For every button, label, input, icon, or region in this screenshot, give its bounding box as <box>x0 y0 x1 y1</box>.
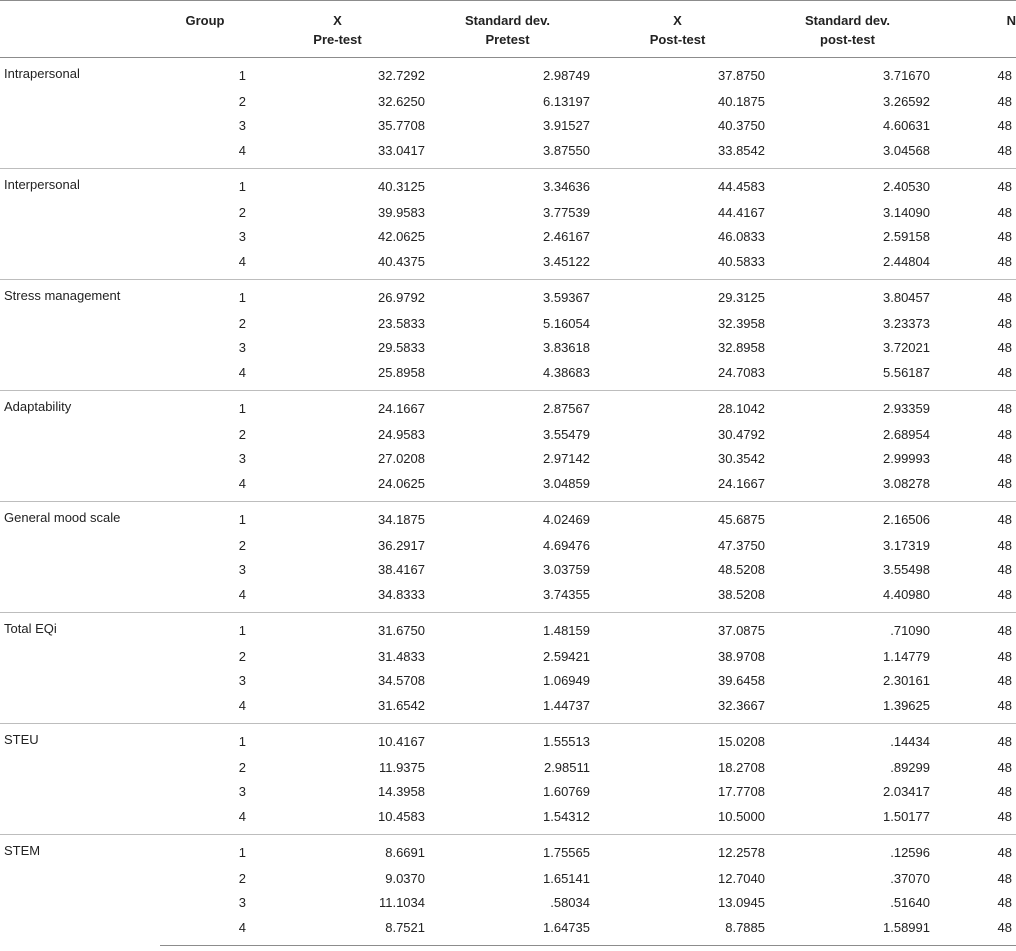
cell-x-posttest: 40.3750 <box>718 117 765 133</box>
cell-group: 1 <box>160 280 250 312</box>
cell-sd-pretest: 1.48159 <box>425 613 590 645</box>
cell-group: 2 <box>238 870 246 886</box>
cell-n: 48 <box>997 204 1012 220</box>
cell-n: 48 <box>997 117 1012 133</box>
table-row <box>0 502 1016 534</box>
cell-x-posttest: 33.8542 <box>718 143 765 158</box>
table-section <box>0 58 1016 169</box>
cell-sd-posttest: 3.17319 <box>883 537 930 553</box>
cell-x-pretest: 23.5833 <box>378 315 425 331</box>
section-label: Interpersonal <box>0 169 160 280</box>
cell-x-pretest: 8.7521 <box>250 914 425 946</box>
cell-x-posttest: 30.4792 <box>718 426 765 442</box>
cell-group: 3 <box>238 561 246 577</box>
cell-group: 4 <box>238 254 246 269</box>
cell-sd-posttest: 3.04568 <box>883 143 930 158</box>
cell-group: 4 <box>238 365 246 380</box>
cell-n: 48 <box>997 365 1012 380</box>
header-sd-pretest-line2: Pretest <box>485 32 530 47</box>
cell-n: 48 <box>997 648 1012 664</box>
cell-group: 2 <box>238 426 246 442</box>
section-label: STEM <box>0 835 160 946</box>
table-row <box>0 724 1016 756</box>
cell-sd-posttest: 2.30161 <box>883 672 930 688</box>
cell-n: 48 <box>997 759 1012 775</box>
cell-group: 3 <box>238 894 246 910</box>
cell-sd-posttest: 3.14090 <box>883 204 930 220</box>
cell-sd-pretest: 3.03759 <box>543 561 590 577</box>
cell-group: 1 <box>160 724 250 756</box>
cell-n: 48 <box>930 613 1016 645</box>
cell-sd-posttest: .71090 <box>765 613 930 645</box>
section-label: Stress management <box>0 280 160 391</box>
cell-group: 3 <box>238 228 246 244</box>
section-label: STEU <box>0 724 160 835</box>
table-section <box>0 613 1016 724</box>
cell-x-pretest: 39.9583 <box>378 204 425 220</box>
cell-n: 48 <box>997 339 1012 355</box>
cell-n: 48 <box>997 426 1012 442</box>
cell-sd-posttest: 4.60631 <box>883 117 930 133</box>
cell-n: 48 <box>930 391 1016 423</box>
table-header <box>0 1 1016 58</box>
cell-x-posttest: 10.5000 <box>718 809 765 824</box>
cell-sd-posttest: 3.55498 <box>883 561 930 577</box>
cell-sd-pretest: 1.06949 <box>543 672 590 688</box>
cell-group: 2 <box>238 759 246 775</box>
cell-x-pretest: 34.5708 <box>378 672 425 688</box>
cell-x-posttest: 24.7083 <box>718 365 765 380</box>
cell-sd-posttest: 3.72021 <box>883 339 930 355</box>
cell-x-pretest: 24.9583 <box>378 426 425 442</box>
cell-group: 2 <box>238 315 246 331</box>
cell-x-posttest: 37.8750 <box>590 58 765 90</box>
cell-x-pretest: 31.6542 <box>378 698 425 713</box>
table-row <box>0 391 1016 423</box>
cell-group: 3 <box>238 783 246 799</box>
cell-sd-posttest: 1.50177 <box>883 809 930 824</box>
header-x-pretest-line2: Pre-test <box>313 32 362 47</box>
cell-sd-pretest: 1.75565 <box>425 835 590 867</box>
cell-x-posttest: 38.5208 <box>718 587 765 602</box>
cell-group: 4 <box>238 587 246 602</box>
cell-group: 2 <box>238 204 246 220</box>
cell-sd-pretest: 2.98749 <box>425 58 590 90</box>
cell-sd-pretest: 1.65141 <box>543 870 590 886</box>
cell-x-pretest: 27.0208 <box>378 450 425 466</box>
cell-x-pretest: 24.0625 <box>378 476 425 491</box>
cell-sd-posttest: 2.99993 <box>883 450 930 466</box>
cell-x-pretest: 34.1875 <box>250 502 425 534</box>
cell-n: 48 <box>997 93 1012 109</box>
cell-group: 1 <box>160 391 250 423</box>
cell-x-posttest: 38.9708 <box>718 648 765 664</box>
cell-group: 4 <box>238 143 246 158</box>
cell-sd-posttest: 3.80457 <box>765 280 930 312</box>
cell-sd-pretest: 1.60769 <box>543 783 590 799</box>
cell-n: 48 <box>997 894 1012 910</box>
cell-x-pretest: 11.1034 <box>378 894 425 910</box>
table-section <box>0 391 1016 502</box>
table-row <box>0 280 1016 312</box>
cell-x-pretest: 9.0370 <box>385 870 425 886</box>
cell-x-posttest: 8.7885 <box>590 914 765 946</box>
header-group: Group <box>160 1 250 58</box>
cell-group: 1 <box>160 613 250 645</box>
cell-x-pretest: 38.4167 <box>378 561 425 577</box>
cell-sd-pretest: 3.77539 <box>543 204 590 220</box>
cell-x-posttest: 40.1875 <box>718 93 765 109</box>
cell-group: 3 <box>238 450 246 466</box>
header-x-pretest-line1: X <box>333 13 342 28</box>
cell-x-pretest: 40.4375 <box>378 254 425 269</box>
table-section <box>0 280 1016 391</box>
cell-x-pretest: 25.8958 <box>378 365 425 380</box>
cell-x-pretest: 14.3958 <box>378 783 425 799</box>
cell-group: 3 <box>238 339 246 355</box>
cell-x-pretest: 24.1667 <box>250 391 425 423</box>
cell-sd-pretest: 3.87550 <box>543 143 590 158</box>
cell-sd-pretest: 5.16054 <box>543 315 590 331</box>
cell-x-posttest: 48.5208 <box>718 561 765 577</box>
cell-n: 48 <box>997 587 1012 602</box>
cell-group: 2 <box>238 93 246 109</box>
cell-n: 48 <box>930 169 1016 201</box>
cell-sd-pretest: 1.55513 <box>425 724 590 756</box>
cell-x-posttest: 46.0833 <box>718 228 765 244</box>
cell-x-pretest: 34.8333 <box>378 587 425 602</box>
cell-group: 1 <box>160 835 250 867</box>
cell-sd-pretest: 6.13197 <box>543 93 590 109</box>
cell-sd-pretest: 2.97142 <box>543 450 590 466</box>
cell-x-posttest: 37.0875 <box>590 613 765 645</box>
cell-sd-pretest: 4.38683 <box>543 365 590 380</box>
cell-x-posttest: 45.6875 <box>590 502 765 534</box>
cell-sd-posttest: 5.56187 <box>883 365 930 380</box>
cell-sd-pretest: 2.87567 <box>425 391 590 423</box>
table-row <box>0 613 1016 645</box>
cell-sd-pretest: 1.44737 <box>543 698 590 713</box>
cell-x-pretest: 32.7292 <box>250 58 425 90</box>
cell-n: 48 <box>997 537 1012 553</box>
cell-group: 1 <box>160 58 250 90</box>
cell-sd-pretest: 2.59421 <box>543 648 590 664</box>
cell-sd-posttest: 4.40980 <box>883 587 930 602</box>
cell-sd-pretest: 4.02469 <box>425 502 590 534</box>
cell-sd-pretest: 1.64735 <box>425 914 590 946</box>
cell-x-posttest: 12.2578 <box>590 835 765 867</box>
cell-x-posttest: 39.6458 <box>718 672 765 688</box>
cell-x-pretest: 33.0417 <box>378 143 425 158</box>
cell-sd-posttest: .51640 <box>890 894 930 910</box>
cell-x-posttest: 12.7040 <box>718 870 765 886</box>
cell-x-posttest: 13.0945 <box>718 894 765 910</box>
cell-x-pretest: 11.9375 <box>378 759 425 775</box>
cell-group: 4 <box>238 698 246 713</box>
cell-sd-posttest: 2.93359 <box>765 391 930 423</box>
cell-n: 48 <box>997 315 1012 331</box>
header-sd-pretest <box>425 1 590 58</box>
cell-x-posttest: 30.3542 <box>718 450 765 466</box>
cell-sd-posttest: 1.39625 <box>883 698 930 713</box>
table-section <box>0 835 1016 946</box>
cell-n: 48 <box>997 450 1012 466</box>
cell-n: 48 <box>997 228 1012 244</box>
cell-sd-pretest: 4.69476 <box>543 537 590 553</box>
cell-x-posttest: 32.3958 <box>718 315 765 331</box>
table-row <box>0 169 1016 201</box>
table-section <box>0 724 1016 835</box>
cell-x-posttest: 15.0208 <box>590 724 765 756</box>
cell-sd-pretest: 3.83618 <box>543 339 590 355</box>
cell-x-pretest: 36.2917 <box>378 537 425 553</box>
table-row <box>0 835 1016 867</box>
cell-x-posttest: 32.8958 <box>718 339 765 355</box>
cell-group: 1 <box>160 502 250 534</box>
cell-sd-posttest: 1.14779 <box>883 648 930 664</box>
cell-x-pretest: 26.9792 <box>250 280 425 312</box>
cell-n: 48 <box>997 561 1012 577</box>
header-category <box>0 1 160 58</box>
cell-group: 3 <box>238 672 246 688</box>
header-x-posttest-line1: X <box>673 13 682 28</box>
cell-x-pretest: 40.3125 <box>250 169 425 201</box>
cell-n: 48 <box>930 58 1016 90</box>
cell-x-posttest: 32.3667 <box>718 698 765 713</box>
cell-group: 4 <box>238 476 246 491</box>
cell-n: 48 <box>997 254 1012 269</box>
cell-sd-posttest: 3.23373 <box>883 315 930 331</box>
cell-x-posttest: 47.3750 <box>718 537 765 553</box>
cell-x-pretest: 10.4583 <box>378 809 425 824</box>
table-section <box>0 169 1016 280</box>
cell-sd-pretest: 3.04859 <box>543 476 590 491</box>
cell-x-posttest: 44.4167 <box>718 204 765 220</box>
cell-sd-posttest: .14434 <box>765 724 930 756</box>
cell-n: 48 <box>997 143 1012 158</box>
cell-group: 2 <box>238 648 246 664</box>
cell-group: 3 <box>238 117 246 133</box>
header-x-posttest <box>590 1 765 58</box>
section-label: General mood scale <box>0 502 160 613</box>
cell-sd-posttest: .89299 <box>890 759 930 775</box>
cell-n: 48 <box>930 724 1016 756</box>
table-row <box>0 58 1016 90</box>
cell-sd-posttest: 2.40530 <box>765 169 930 201</box>
header-sd-posttest-line2: post-test <box>820 32 875 47</box>
header-sd-pretest-line1: Standard dev. <box>464 13 550 28</box>
cell-group: 2 <box>238 537 246 553</box>
cell-n: 48 <box>997 783 1012 799</box>
cell-sd-posttest: 2.59158 <box>883 228 930 244</box>
cell-n: 48 <box>997 476 1012 491</box>
cell-x-posttest: 29.3125 <box>590 280 765 312</box>
cell-n: 48 <box>997 870 1012 886</box>
cell-x-posttest: 17.7708 <box>718 783 765 799</box>
cell-sd-posttest: 2.16506 <box>765 502 930 534</box>
header-row <box>0 1 1016 58</box>
cell-sd-posttest: 2.44804 <box>883 254 930 269</box>
cell-sd-posttest: 3.26592 <box>883 93 930 109</box>
cell-sd-pretest: .58034 <box>550 894 590 910</box>
cell-sd-pretest: 2.46167 <box>543 228 590 244</box>
cell-x-pretest: 29.5833 <box>378 339 425 355</box>
cell-group: 4 <box>160 914 250 946</box>
cell-x-pretest: 8.6691 <box>250 835 425 867</box>
cell-x-pretest: 35.7708 <box>378 117 425 133</box>
cell-x-posttest: 40.5833 <box>718 254 765 269</box>
cell-sd-pretest: 3.91527 <box>543 117 590 133</box>
cell-x-pretest: 31.4833 <box>378 648 425 664</box>
cell-sd-posttest: 3.08278 <box>883 476 930 491</box>
cell-sd-pretest: 1.54312 <box>543 809 590 824</box>
cell-sd-pretest: 3.55479 <box>543 426 590 442</box>
cell-n: 48 <box>997 698 1012 713</box>
cell-sd-pretest: 2.98511 <box>543 759 590 775</box>
header-sd-posttest <box>765 1 930 58</box>
cell-sd-posttest: 1.58991 <box>765 914 930 946</box>
cell-n: 48 <box>930 835 1016 867</box>
cell-group: 1 <box>160 169 250 201</box>
section-label: Intrapersonal <box>0 58 160 169</box>
header-sd-posttest-line1: Standard dev. <box>804 13 890 28</box>
cell-n: 48 <box>997 672 1012 688</box>
section-label: Total EQi <box>0 613 160 724</box>
cell-sd-posttest: 2.03417 <box>883 783 930 799</box>
cell-x-posttest: 24.1667 <box>718 476 765 491</box>
cell-n: 48 <box>930 502 1016 534</box>
cell-sd-pretest: 3.45122 <box>543 254 590 269</box>
cell-group: 4 <box>238 809 246 824</box>
cell-x-posttest: 28.1042 <box>590 391 765 423</box>
cell-sd-posttest: .12596 <box>765 835 930 867</box>
cell-x-pretest: 42.0625 <box>378 228 425 244</box>
cell-x-pretest: 32.6250 <box>378 93 425 109</box>
cell-n: 48 <box>930 914 1016 946</box>
header-x-posttest-line2: Post-test <box>649 32 706 47</box>
cell-x-pretest: 10.4167 <box>250 724 425 756</box>
cell-x-posttest: 18.2708 <box>718 759 765 775</box>
cell-n: 48 <box>997 809 1012 824</box>
cell-sd-pretest: 3.74355 <box>543 587 590 602</box>
cell-n: 48 <box>930 280 1016 312</box>
header-x-pretest <box>250 1 425 58</box>
header-n: N <box>930 1 1016 58</box>
cell-x-posttest: 44.4583 <box>590 169 765 201</box>
section-label: Adaptability <box>0 391 160 502</box>
table-section <box>0 502 1016 613</box>
cell-sd-posttest: .37070 <box>890 870 930 886</box>
cell-x-pretest: 31.6750 <box>250 613 425 645</box>
cell-sd-posttest: 3.71670 <box>765 58 930 90</box>
cell-sd-posttest: 2.68954 <box>883 426 930 442</box>
cell-sd-pretest: 3.59367 <box>425 280 590 312</box>
cell-sd-pretest: 3.34636 <box>425 169 590 201</box>
